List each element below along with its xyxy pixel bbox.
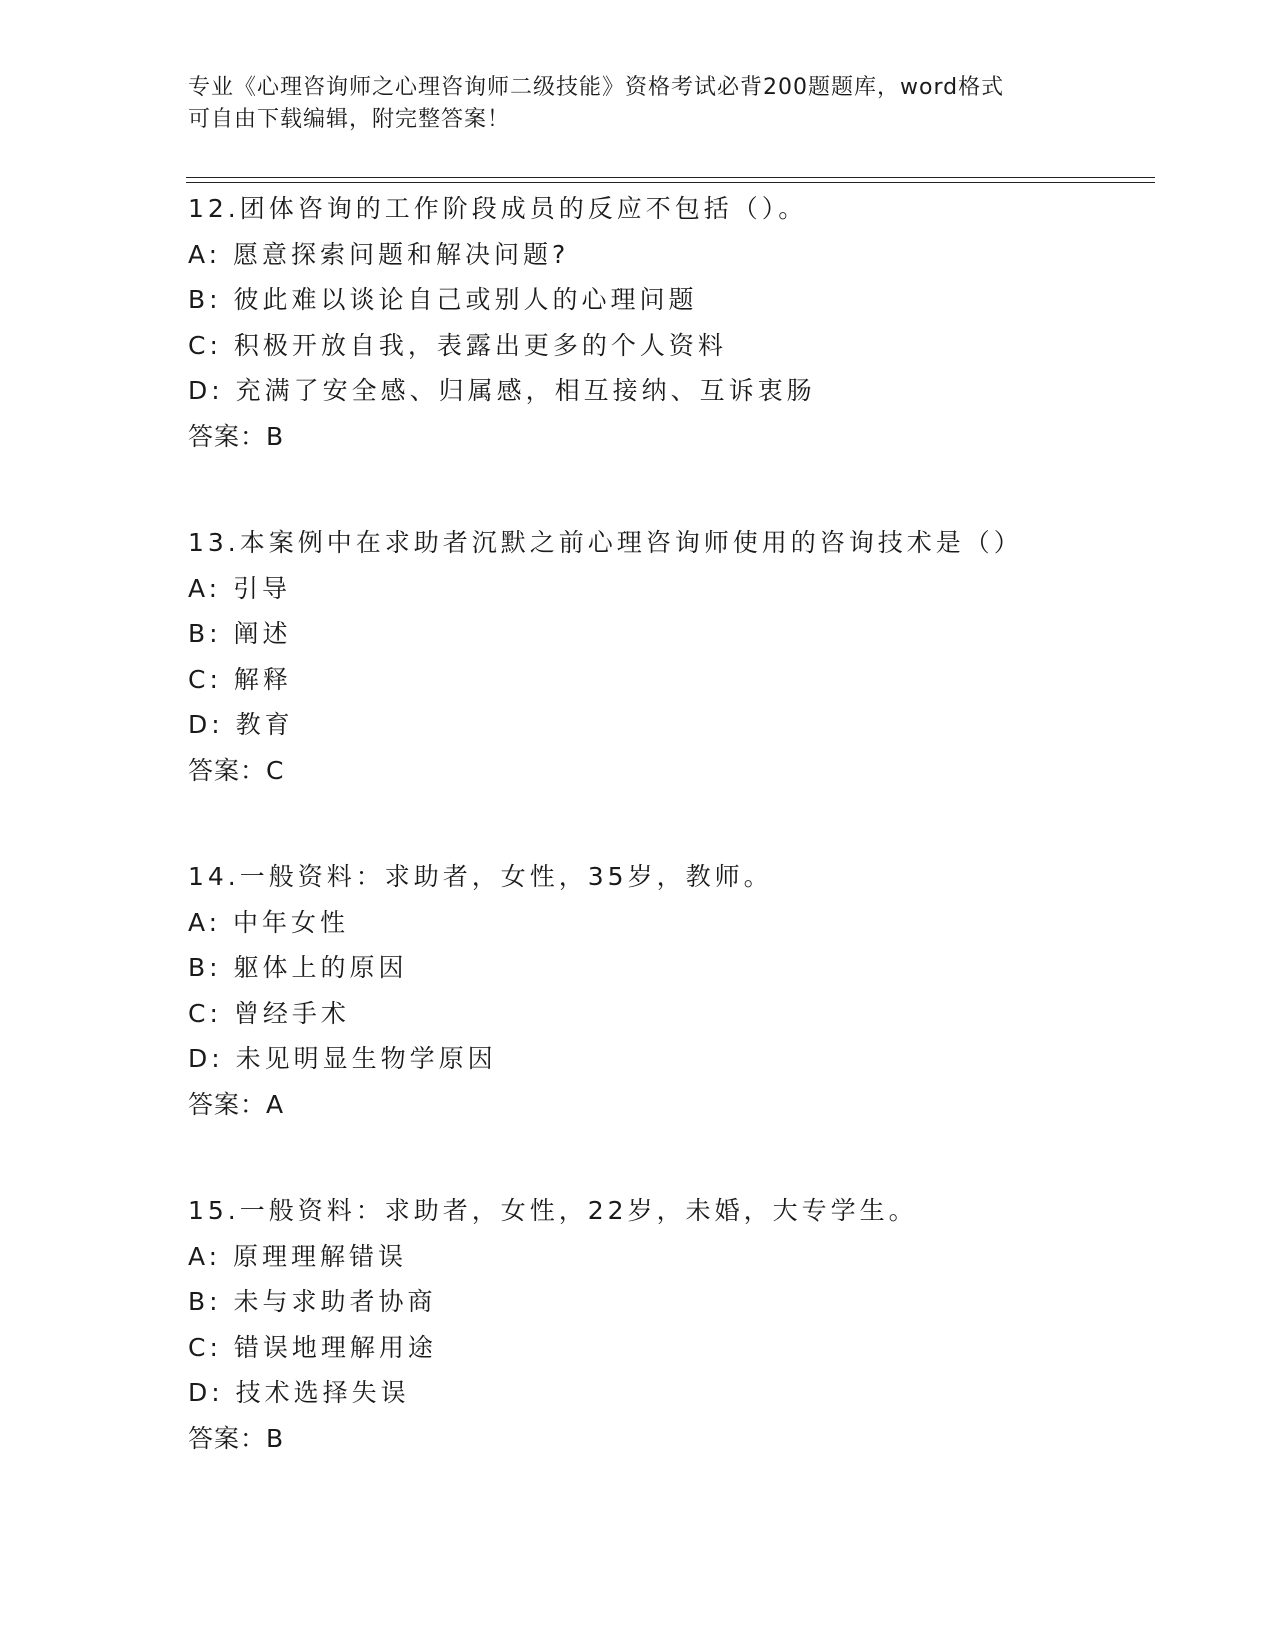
option-b: B: 阐述 [188,619,292,648]
option-d: D: 充满了安全感、归属感，相互接纳、互诉衷肠 [188,376,816,405]
document-header [188,72,1088,136]
answer-line [188,1416,1148,1462]
answer-value: B [266,421,285,451]
option-c: C: 错误地理解用途 [188,1332,437,1362]
option-a: A: 愿意探索问题和解决问题? [188,239,570,269]
question-12 [188,186,1148,459]
option-c: C: 积极开放自我，表露出更多的个人资料 [188,330,727,360]
option-a: A: 引导 [188,573,292,603]
question-13 [188,520,1148,793]
question-stem: 15.一般资料：求助者，女性，22岁，未婚，大专学生。 [188,1196,918,1225]
answer-label: 答案： [188,421,267,451]
answer-label: 答案： [188,1089,267,1119]
question-stem: 12.团体咨询的工作阶段成员的反应不包括（）。 [188,194,808,223]
header-line-1: 专业《心理咨询师之心理咨询师二级技能》资格考试必背200题题库，word格式 [188,75,1005,100]
option-c: C: 解释 [188,664,292,694]
answer-label: 答案： [188,1423,267,1453]
option-a: A: 中年女性 [188,907,350,937]
answer-line [188,1082,1148,1128]
question-14 [188,854,1148,1127]
question-stem: 14.一般资料：求助者，女性，35岁，教师。 [188,862,773,891]
header-divider-top [186,177,1155,178]
option-a: A: 原理理解错误 [188,1241,408,1271]
answer-value: C [266,755,285,785]
question-stem: 13.本案例中在求助者沉默之前心理咨询师使用的咨询技术是（） [188,528,1023,557]
answer-line [188,414,1148,460]
answer-value: B [266,1423,285,1453]
option-d: D: 未见明显生物学原因 [188,1044,497,1073]
option-b: B: 彼此难以谈论自己或别人的心理问题 [188,285,698,314]
question-list [188,186,1148,1461]
header-line-2: 可自由下载编辑，附完整答案！ [188,107,511,132]
question-15 [188,1188,1148,1461]
answer-line [188,748,1148,794]
option-b: B: 躯体上的原因 [188,953,408,982]
answer-label: 答案： [188,755,267,785]
answer-value: A [266,1089,285,1119]
option-c: C: 曾经手术 [188,998,350,1028]
option-d: D: 技术选择失误 [188,1378,410,1407]
option-b: B: 未与求助者协商 [188,1287,437,1316]
header-divider-bottom [186,182,1155,183]
option-d: D: 教育 [188,710,294,739]
